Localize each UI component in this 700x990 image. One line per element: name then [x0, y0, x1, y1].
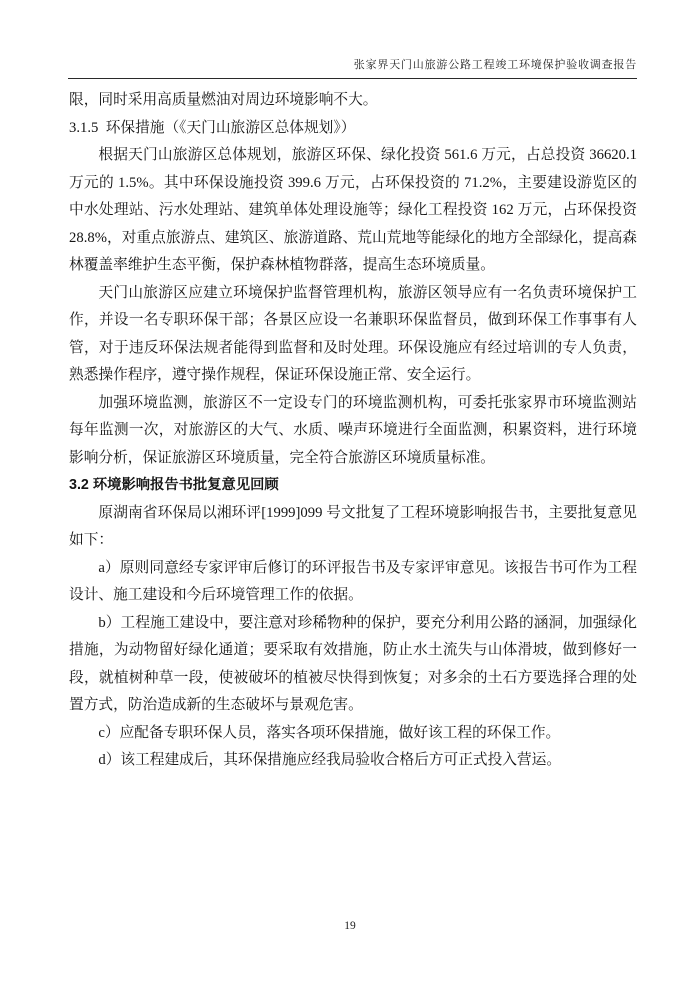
paragraph-carryover: 限，同时采用高质量燃油对周边环境影响不大。 [69, 92, 378, 108]
paragraph-supervision: 天门山旅游区应建立环境保护监督管理机构，旅游区领导应有一名负责环境保护工作，并设一名专职环保干部；各景区应设一名兼职环保监督员，做到环保工作事事有人管，对于违反环保法规者能得到监督和及时处理。环保设施应有经过培训的专人负责，熟悉操作程序，遵守操作规程，保证环保设施正常、安全运行。 [69, 284, 637, 383]
page-header [68, 57, 637, 73]
paragraph-item-c: c）应配备专职环保人员，落实各项环保措施，做好该工程的环保工作。 [98, 724, 561, 741]
document-body [69, 87, 637, 775]
page-footer [0, 920, 700, 932]
paragraph-approval-intro: 原湖南省环保局以湘环评[1999]099 号文批复了工程环境影响报告书，主要批复意见如下： [69, 504, 637, 548]
running-title: 张家界天门山旅游公路工程竣工环境保护验收调查报告 [353, 59, 637, 71]
paragraph-item-d: d）该工程建成后，其环保措施应经我局验收合格后方可正式投入营运。 [98, 752, 562, 768]
heading-3-2: 3.2 环境影响报告书批复意见回顾 [69, 477, 279, 493]
paragraph-item-b: b）工程施工建设中，要注意对珍稀物种的保护，要充分利用公路的涵洞，加强绿化措施，为动物留好绿化通道；要采取有效措施，防止水土流失与山体滑坡，做到修好一段，就植树种草一段，使被破坏的植被尽快得到恢复；对多余的土石方要选择合理的处置方式，防治造成新的生态破坏与景观危害。 [69, 614, 637, 713]
paragraph-item-a: a）原则同意经专家评审后修订的环评报告书及专家评审意见。该报告书可作为工程设计、施工建设和今后环境管理工作的依据。 [69, 559, 637, 603]
paragraph-monitoring: 加强环境监测，旅游区不一定设专门的环境监测机构，可委托张家界市环境监测站每年监测一次，对旅游区的大气、水质、噪声环境进行全面监测，积累资料，进行环境影响分析，保证旅游区环境质量，完全符合旅游区环境质量标准。 [69, 394, 637, 466]
paragraph-investment: 根据天门山旅游区总体规划，旅游区环保、绿化投资 561.6 万元，占总投资 36620.1 万元的 1.5%。其中环保设施投资 399.6 万元，占环保投资的 71.2%，主要建设游览区的中水处理站、污水处理站、建筑单体处理设施等；绿化工程投资 162 万元，占环保投资 28.8%，对重点旅游点、建筑区、旅游道路、荒山荒地等能绿化的地方全部绿化，提高森林覆盖率维护生态平衡，保护森林植物群落，提高生态环境质量。 [69, 147, 637, 273]
header-divider [68, 78, 637, 79]
heading-3-1-5: 3.1.5 环保措施（《天门山旅游区总体规划》） [69, 119, 356, 136]
page-number: 19 [344, 920, 356, 932]
